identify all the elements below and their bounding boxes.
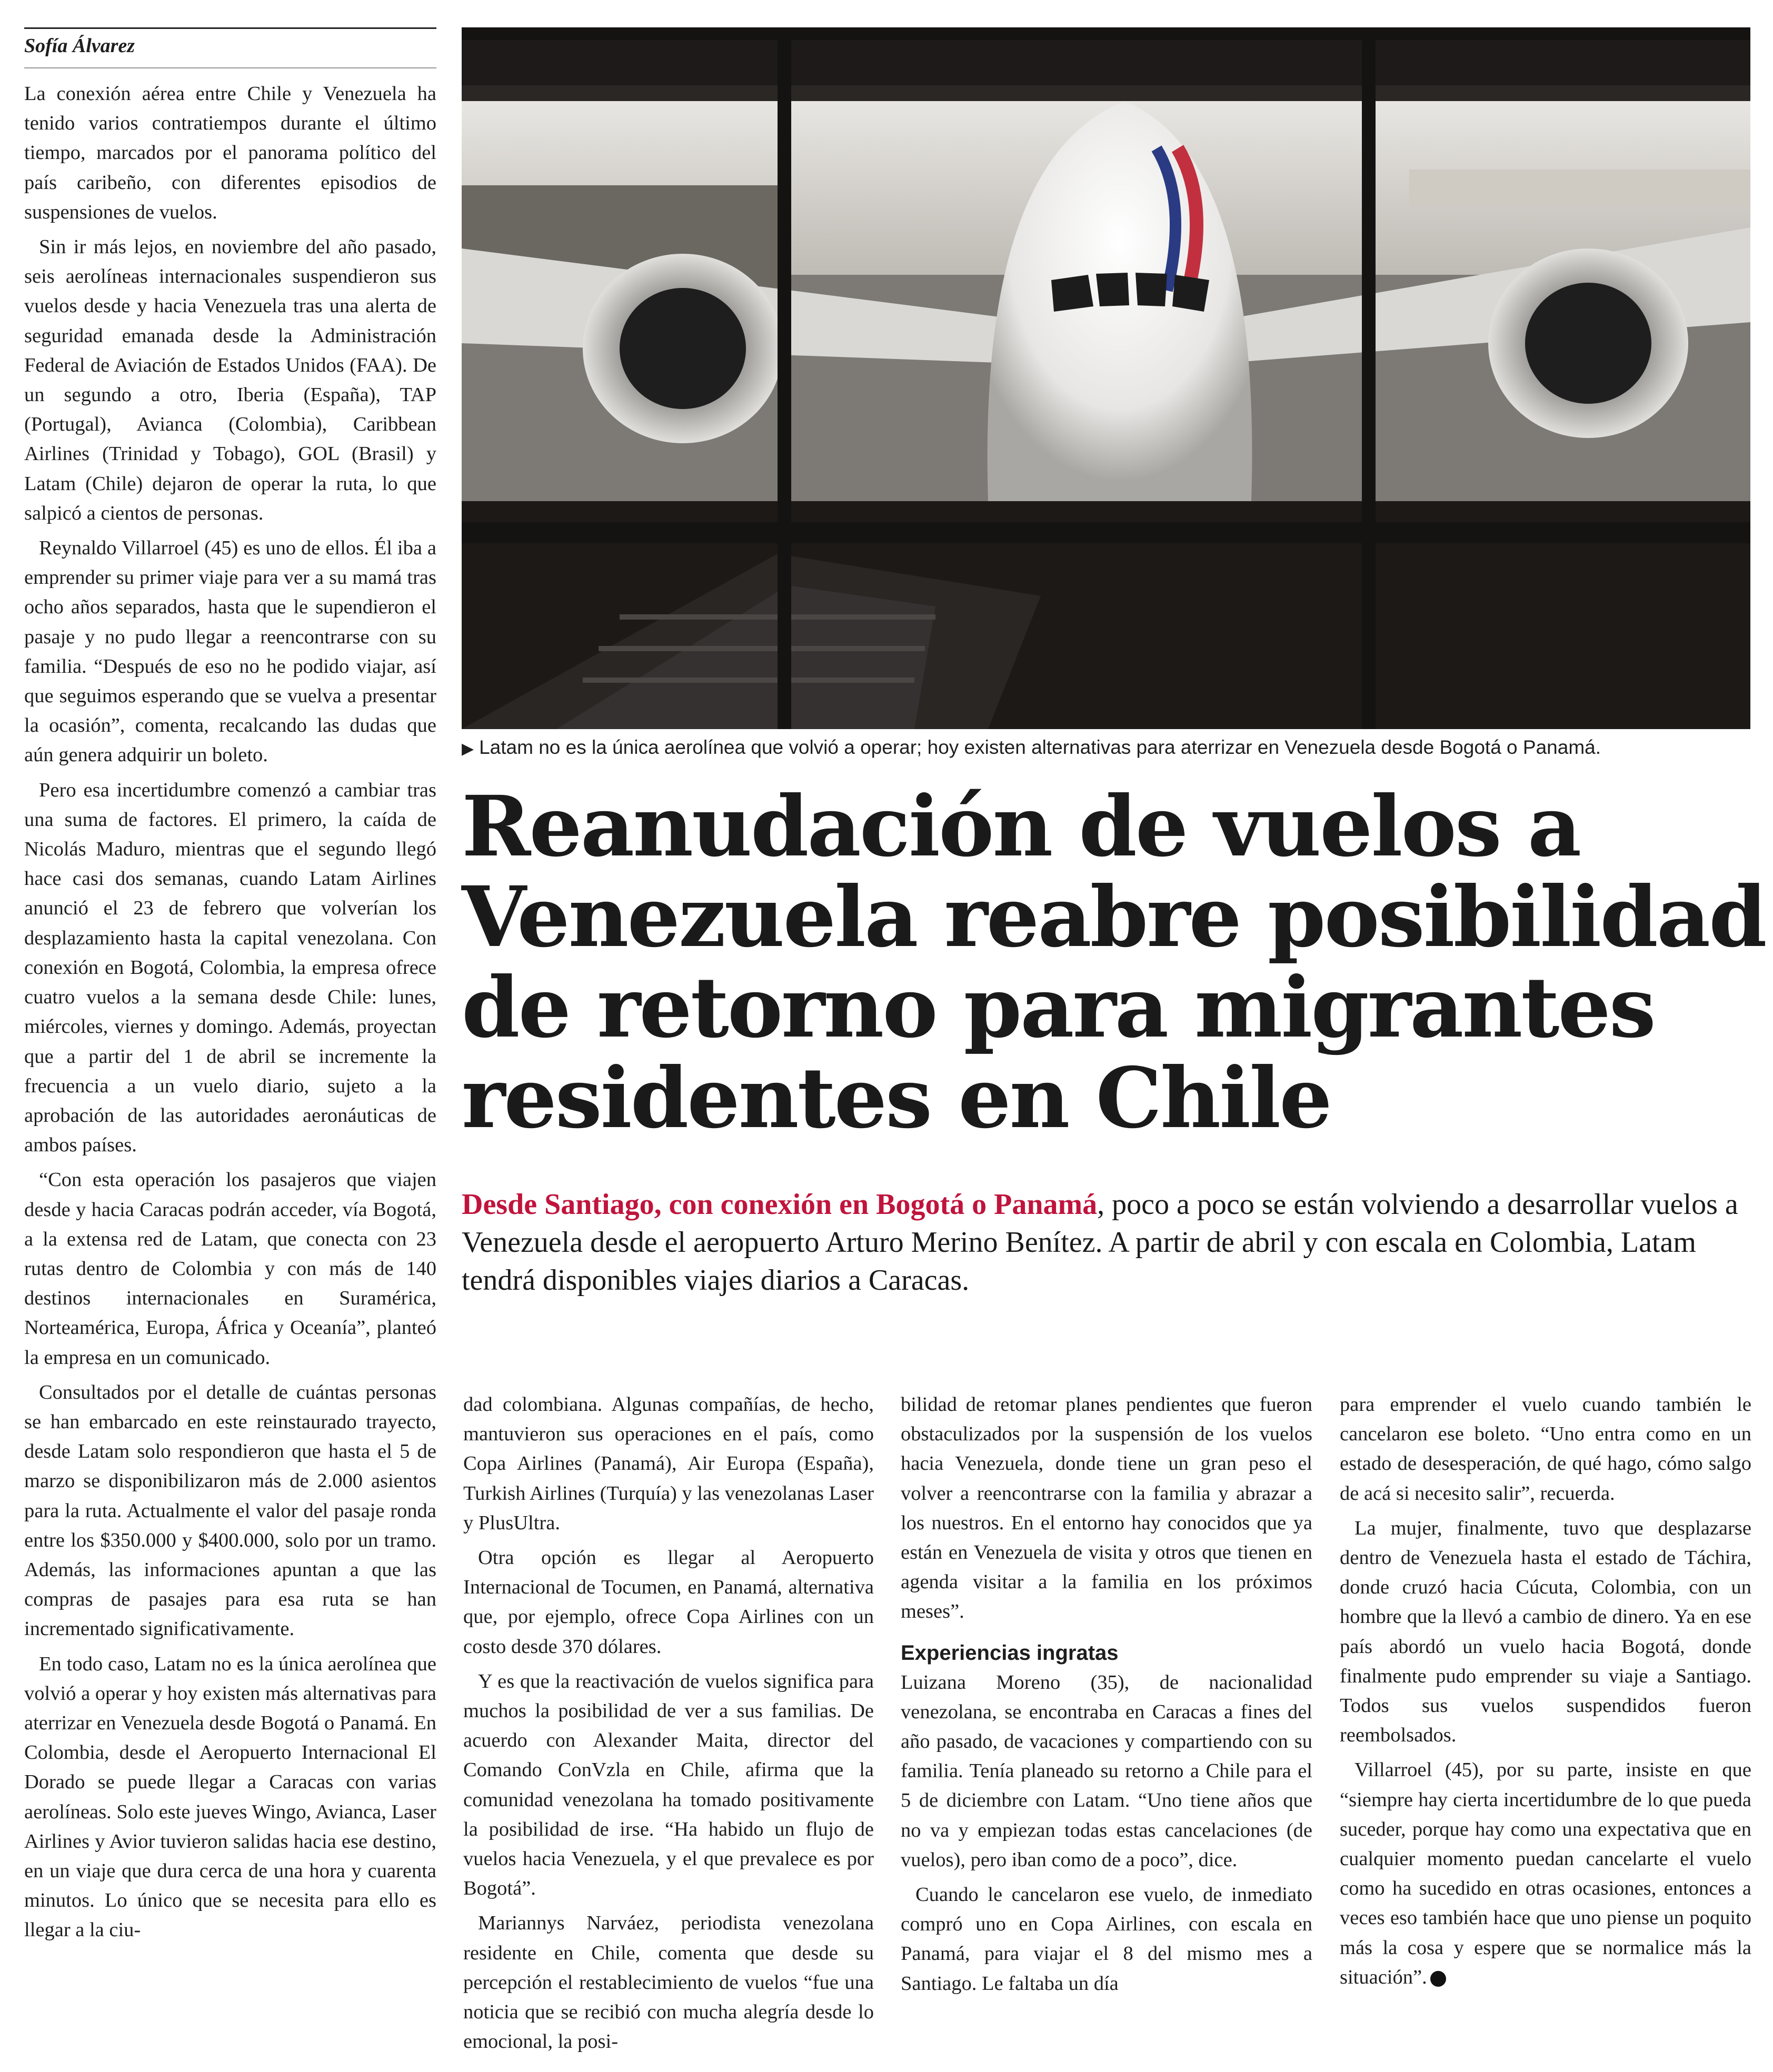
paragraph: En todo caso, Latam no es la única aerolínea que volvió a operar y hoy existen más alternativas para aterrizar en Venezuela desde Bogotá o Panamá. En Colombia, desde el Aeropuerto Internacional El Dorado se puede llegar a Caracas con varias aerolíneas. Solo este jueves Wingo, Avianca, Laser Airlines y Avior tuvieron salidas hacia ese destino, en un viaje que dura cerca de una hora y cuarenta minutos. Lo único que se necesita para ello es llegar a la ciu- [24, 1652, 436, 1941]
byline-divider [24, 67, 436, 68]
lead-highlight: Desde Santiago, con conexión en Bogotá o Panamá [462, 1188, 1098, 1221]
paragraph: Luizana Moreno (35), de nacionalidad venezolana, se encontraba en Caracas a fines del año pasado, de vacaciones y compartiendo con su familia. Tenía planeado su retorno a Chile para el 5 de diciembre con Latam. “Uno tiene años que no va y empiezan todas estas cancelaciones (de vuelos), pero iban como de a poco”, dice. [901, 1671, 1312, 1871]
paragraph: para emprender el vuelo cuando también le cancelaron ese boleto. “Uno entra como en un estado de desesperación, de qué hago, cómo salgo de acá si necesito salir”, recuerda. [1340, 1393, 1751, 1505]
column-3 [901, 1390, 1312, 2004]
headline-line: residentes en Chile [462, 1050, 1331, 1147]
headline-line: Venezuela reabre posibilidad [462, 869, 1766, 966]
paragraph: Cuando le cancelaron ese vuelo, de inmediato compró uno en Copa Airlines, con escala en Panamá, para viajar el 8 del mismo mes a Santiago. Le faltaba un día [901, 1884, 1312, 1995]
photo-illustration [462, 27, 1750, 729]
byline: Sofía Álvarez [24, 27, 436, 57]
photo-caption [462, 734, 1750, 762]
paragraph: Y es que la reactivación de vuelos significa para muchos la posibilidad de ver a sus familias. De acuerdo con Alexander Maita, director del Comando ConVzla en Chile, afirma que la comunidad venezolana ha tomado positivamente la posibilidad de irse. “Ha habido un flujo de vuelos hacia Venezuela, y el que prevalece es por Bogotá”. [463, 1670, 874, 1900]
lead-text: , poco a poco se están volviendo a desarrollar vuelos a Venezuela desde el aeropuerto Arturo Merino Benítez. A partir de abril y con escala en Colombia, Latam tendrá disponibles viajes diarios a Caracas. [462, 1188, 1738, 1297]
paragraph: Reynaldo Villarroel (45) es uno de ellos. Él iba a emprender su primer viaje para ver a su mamá tras ocho años separados, hasta que le supendieron el pasaje y no pudo llegar a reencontrarse con su familia. “Después de eso no he podido viajar, así que seguimos esperando que se vuelva a presentar la ocasión”, comenta, recalcando las dudas que aún genera adquirir un boleto. [24, 537, 436, 766]
paragraph: Otra opción es llegar al Aeropuerto Internacional de Tocumen, en Panamá, alternativa que, por ejemplo, ofrece Copa Airlines con un costo desde 370 dólares. [463, 1547, 874, 1658]
caption-text: Latam no es la única aerolínea que volvió a operar; hoy existen alternativas para aterrizar en Venezuela desde Bogotá o Panamá. [479, 736, 1601, 758]
paragraph: La conexión aérea entre Chile y Venezuela ha tenido varios contratiempos durante el último tiempo, marcados por el panorama político del país caribeño, con diferentes episodios de suspensiones de vuelos. [24, 83, 436, 223]
left-column [24, 79, 436, 1950]
column-2 [463, 1390, 874, 2061]
headline [462, 778, 1766, 1147]
paragraph: Sin ir más lejos, en noviembre del año pasado, seis aerolíneas internacionales suspendieron sus vuelos desde y hacia Venezuela tras una alerta de seguridad emanada desde la Administración Federal de Aviación de Estados Unidos (FAA). De un segundo a otro, Iberia (España), TAP (Portugal), Avianca (Colombia), Caribbean Airlines (Trinidad y Tobago), GOL (Brasil) y Latam (Chile) dejaron de operar la ruta, lo que salpicó a cientos de personas. [24, 236, 436, 524]
lead-paragraph [462, 1186, 1750, 1299]
section-subheading: Experiencias ingratas [901, 1641, 1119, 1665]
headline-line: Reanudación de vuelos a [462, 778, 1580, 875]
paragraph: “Con esta operación los pasajeros que viajen desde y hacia Caracas podrán acceder, vía Bogotá, a la extensa red de Latam, que conecta con 23 rutas dentro de Colombia y con más de 140 destinos internacionales en Suramérica, Norteamérica, Europa, África y Oceanía”, planteó la empresa en un comunicado. [24, 1169, 436, 1369]
caption-arrow-icon: ▶ [462, 740, 474, 758]
paragraph: La mujer, finalmente, tuvo que desplazarse dentro de Venezuela hasta el estado de Táchira, donde cruzó hacia Cúcuta, Colombia, con un hombre que la llevó a cambio de dinero. Ya en ese país abordó un vuelo hacia Bogotá, donde finalmente pudo emprender su viaje a Santiago. Todos sus vuelos suspendidos fueron reembolsados. [1340, 1517, 1751, 1747]
paragraph: dad colombiana. Algunas compañías, de hecho, mantuvieron sus operaciones en el país, como Copa Airlines (Panamá), Air Europa (España), Turkish Airlines (Turquía) y las venezolanas Laser y PlusUltra. [463, 1393, 874, 1534]
paragraph: Pero esa incertidumbre comenzó a cambiar tras una suma de factores. El primero, la caída de Nicolás Maduro, mientras que el segundo llegó hace casi dos semanas, cuando Latam Airlines anunció el 23 de febrero que volverían los desplazamiento hasta la capital venezolana. Con conexión en Bogotá, Colombia, la empresa ofrece cuatro vuelos a la semana desde Chile: lunes, miércoles, viernes y domingo. Además, proyectan que a partir del 1 de abril se incremente la frecuencia a un vuelo diario, sujeto a la aprobación de las autoridades aeronáuticas de ambos países. [24, 779, 436, 1157]
end-of-article-icon [1430, 1971, 1446, 1987]
paragraph: bilidad de retomar planes pendientes que fueron obstaculizados por la suspensión de los vuelos hacia Venezuela, donde tiene un gran peso el volver a reencontrarse con la familia y abrazar a los nuestros. En el entorno hay conocidos que ya están en Venezuela de visita y otros que tienen en agenda visitar a la familia en los próximos meses”. [901, 1393, 1312, 1623]
airplane-photo [462, 27, 1750, 729]
column-4 [1340, 1390, 1751, 1997]
paragraph: Consultados por el detalle de cuántas personas se han embarcado en este reinstaurado trayecto, desde Latam solo respondieron que hasta el 5 de marzo se disponibilizaron más de 2.000 asientos para la ruta. Actualmente el valor del pasaje ronda entre los $350.000 y $400.000, solo por un tramo. Además, las informaciones apuntan a que las compras de pasajes para esa ruta se han incrementado significativamente. [24, 1381, 436, 1640]
paragraph: Mariannys Narváez, periodista venezolana residente en Chile, comenta que desde su percepción el restablecimiento de vuelos “fue una noticia que se recibió con mucha alegría desde lo emocional, la posi- [463, 1912, 874, 2053]
headline-line: de retorno para migrantes [462, 959, 1655, 1057]
paragraph-text: Villarroel (45), por su parte, insiste en que “siempre hay cierta incertidumbre de lo que pueda suceder, porque hay como una expectativa que en cualquier momento puedan cancelarte el vuelo como ha sucedido en otras ocasiones, entonces a veces eso también hace que uno piense un poquito más la cosa y espere que se normalice más la situación”. [1340, 1759, 1751, 1988]
paragraph [1340, 1755, 1751, 1992]
